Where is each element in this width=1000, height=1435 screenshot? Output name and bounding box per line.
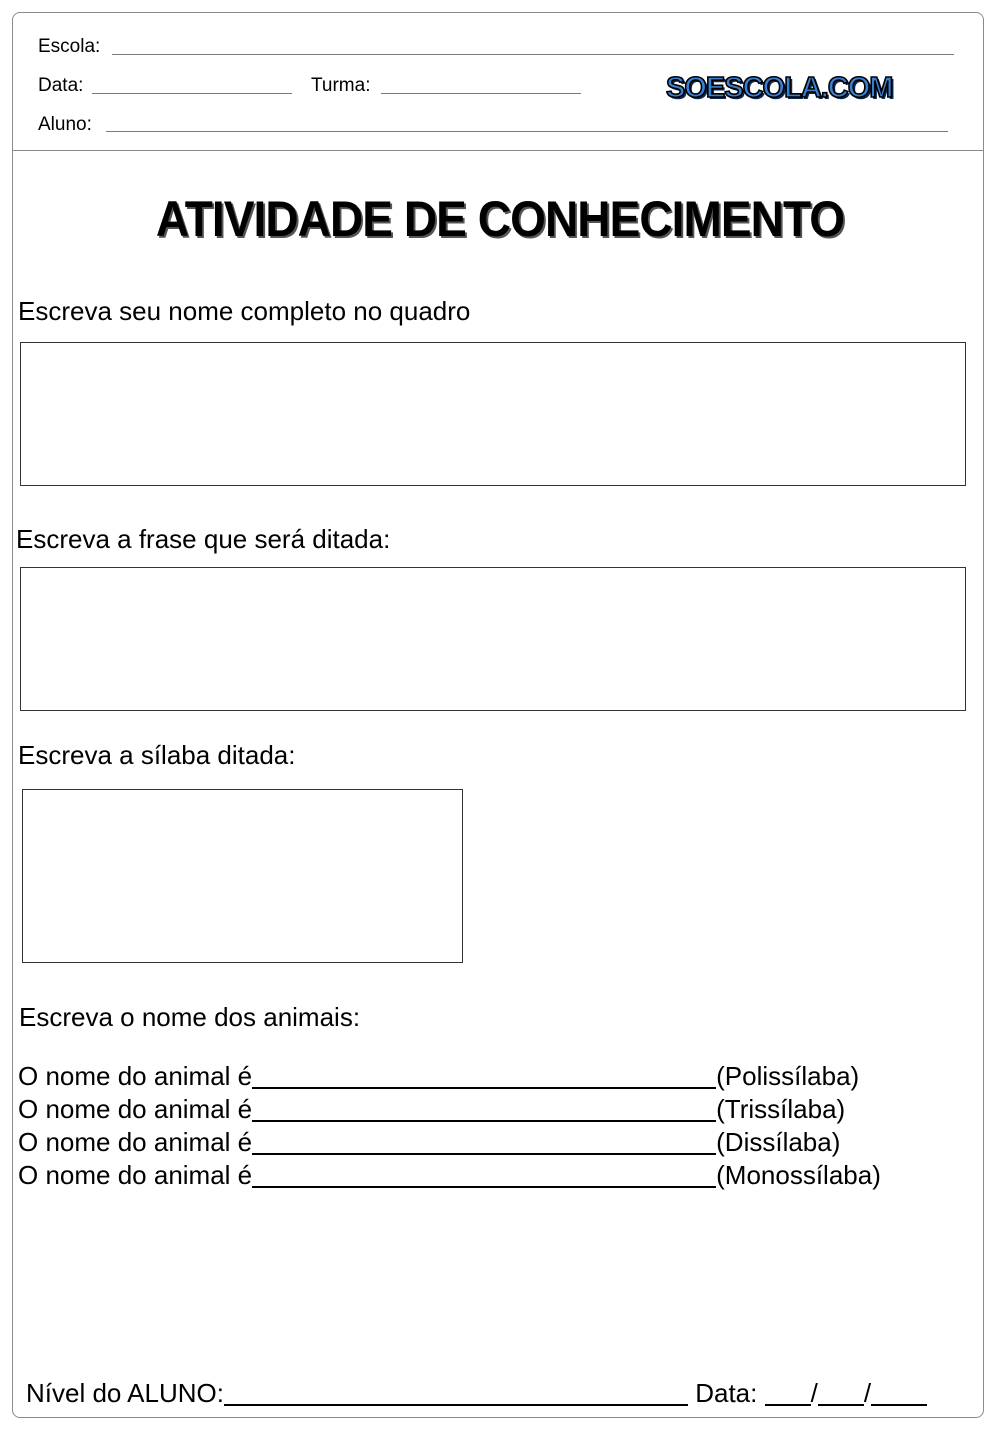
footer-day-blank[interactable]	[765, 1382, 811, 1406]
turma-label: Turma:	[311, 75, 371, 96]
soescola-logo: SOESCOLA.COM	[666, 72, 893, 104]
animal-answer-blank[interactable]	[252, 1164, 716, 1188]
frase-prompt: Escreva a frase que será ditada:	[16, 524, 391, 554]
animal-row-suffix: (Trissílaba)	[716, 1094, 846, 1124]
footer-year-blank[interactable]	[871, 1382, 927, 1406]
aluno-label: Aluno:	[38, 114, 92, 135]
footer-data-label: Data:	[695, 1378, 758, 1408]
silaba-answer-box[interactable]	[22, 789, 463, 963]
header-divider	[12, 150, 984, 151]
animal-row-suffix: (Dissílaba)	[716, 1127, 841, 1157]
footer-level-date	[26, 1377, 927, 1409]
animal-answer-blank[interactable]	[252, 1131, 716, 1155]
animal-row-suffix: (Monossílaba)	[716, 1160, 881, 1190]
frase-answer-box[interactable]	[20, 567, 966, 711]
escola-label: Escola:	[38, 36, 101, 57]
animal-row-prefix: O nome do animal é	[18, 1094, 253, 1124]
turma-field[interactable]	[381, 93, 581, 94]
silaba-prompt: Escreva a sílaba ditada:	[18, 740, 296, 770]
animal-row	[18, 1127, 840, 1157]
nivel-label: Nível do ALUNO:	[26, 1378, 224, 1408]
animal-row-suffix: (Polissílaba)	[716, 1061, 860, 1091]
nome-answer-box[interactable]	[20, 342, 966, 486]
animal-answer-blank[interactable]	[252, 1098, 716, 1122]
data-field[interactable]	[92, 93, 292, 94]
animais-prompt: Escreva o nome dos animais:	[19, 1002, 361, 1032]
animal-row-prefix: O nome do animal é	[18, 1160, 253, 1190]
animal-row-prefix: O nome do animal é	[18, 1127, 253, 1157]
footer-month-blank[interactable]	[818, 1382, 864, 1406]
animal-row	[18, 1160, 881, 1190]
animal-row	[18, 1061, 859, 1091]
animal-row-prefix: O nome do animal é	[18, 1061, 253, 1091]
data-label: Data:	[38, 75, 84, 96]
nivel-answer-blank[interactable]	[224, 1382, 688, 1406]
aluno-field[interactable]	[106, 131, 948, 132]
escola-field[interactable]	[112, 54, 954, 55]
animal-row	[18, 1094, 845, 1124]
animal-answer-blank[interactable]	[252, 1065, 716, 1089]
date-separator: /	[863, 1378, 872, 1408]
page-title: ATIVIDADE DE CONHECIMENTO	[155, 191, 845, 247]
nome-prompt: Escreva seu nome completo no quadro	[18, 296, 471, 326]
date-separator: /	[810, 1378, 818, 1408]
